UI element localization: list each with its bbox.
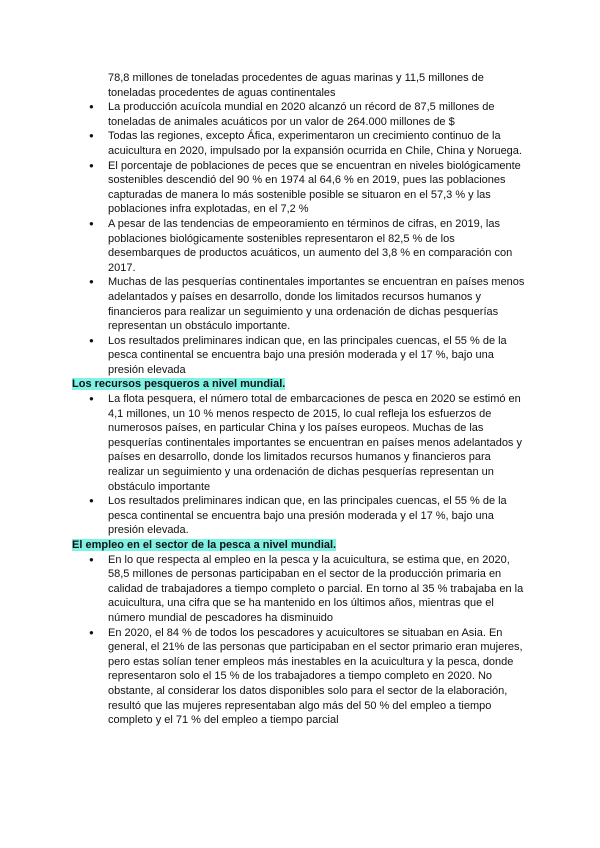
section-heading-fishery-resources [72, 377, 528, 392]
list-item: ● Todas las regiones, excepto Áfica, experimentaron un crecimiento continuo de la acuicultura en 2020, impulsado por la expansión ocurrida en Chile, China y Noruega. [72, 129, 528, 158]
list-item: ● La producción acuícola mundial en 2020 alcanzó un récord de 87,5 millones de toneladas de animales acuáticos por un valor de 264.000 millones de $ [72, 100, 528, 129]
section3-list [72, 553, 528, 728]
list-item: ● A pesar de las tendencias de empeoramiento en términos de cifras, en 2019, las poblaciones biológicamente sostenibles representaron el 82,5 % de los desembarques de productos acuáticos, un aumento del 3,8 % en comparación con 2017. [72, 217, 528, 275]
list-item: ● La flota pesquera, el número total de embarcaciones de pesca en 2020 se estimó en 4,1 millones, un 10 % menos respecto de 2015, lo cual refleja los esfuerzos de numerosos países, en particular China y los países europeos. Muchas de las pesquerías continentales importantes se encuentran en países menos adelantados y países en desarrollo, donde los limitados recursos humanos y financieros para realizar un seguimiento y una ordenación de dichas pesquerías representan un obstáculo importante [72, 392, 528, 494]
list-item: ● Los resultados preliminares indican que, en las principales cuencas, el 55 % de la pesca continental se encuentra bajo una presión moderada y el 17 %, bajo una presión elevada. [72, 494, 528, 538]
list-item: ● El porcentaje de poblaciones de peces que se encuentran en niveles biológicamente sostenibles descendió del 90 % en 1974 al 64,6 % en 2019, pues las poblaciones capturadas de manera lo más sostenible posible se situaron en el 57,3 % y las poblaciones infra explotadas, en el 7,2 % [72, 159, 528, 217]
list-item: ● En 2020, el 84 % de todos los pescadores y acuicultores se situaban en Asia. En general, el 21% de las personas que participaban en el sector primario eran mujeres, pero estas solían tener empleos más inestables en la acuicultura y la pesca, donde representaron solo el 15 % de los trabajadores a tiempo completo en 2020. No obstante, al considerar los datos disponibles solo para el sector de la elaboración, resultó que las mujeres representaban algo más del 50 % del empleo a tiempo completo y el 71 % del empleo a tiempo parcial [72, 626, 528, 728]
document-body [72, 71, 528, 728]
list-item: ● Muchas de las pesquerías continentales importantes se encuentran en países menos adelantados y países en desarrollo, donde los limitados recursos humanos y financieros para realizar un seguimiento y una ordenación de dichas pesquerías representan un obstáculo importante. [72, 275, 528, 333]
section-heading-employment [72, 538, 528, 553]
list-item: ● Los resultados preliminares indican que, en las principales cuencas, el 55 % de la pesca continental se encuentra bajo una presión moderada y el 17 %, bajo una presión elevada [72, 334, 528, 378]
list-item: ● En lo que respecta al empleo en la pesca y la acuicultura, se estima que, en 2020, 58,5 millones de personas participaban en el sector de la producción primaria en calidad de trabajadores a tiempo completo o parcial. En torno al 35 % trabajaba en la acuicultura, una cifra que se ha mantenido en los últimos años, mientras que el número mundial de pescadores ha disminuido [72, 553, 528, 626]
section1-list [72, 100, 528, 377]
heading-highlight: Los recursos pesqueros a nivel mundial. [72, 378, 286, 391]
heading-highlight: El empleo en el sector de la pesca a nivel mundial. [72, 539, 337, 551]
section2-list [72, 392, 528, 538]
intro-continuation: 78,8 millones de toneladas procedentes de aguas marinas y 11,5 millones de toneladas procedentes de aguas continentales [108, 72, 484, 99]
